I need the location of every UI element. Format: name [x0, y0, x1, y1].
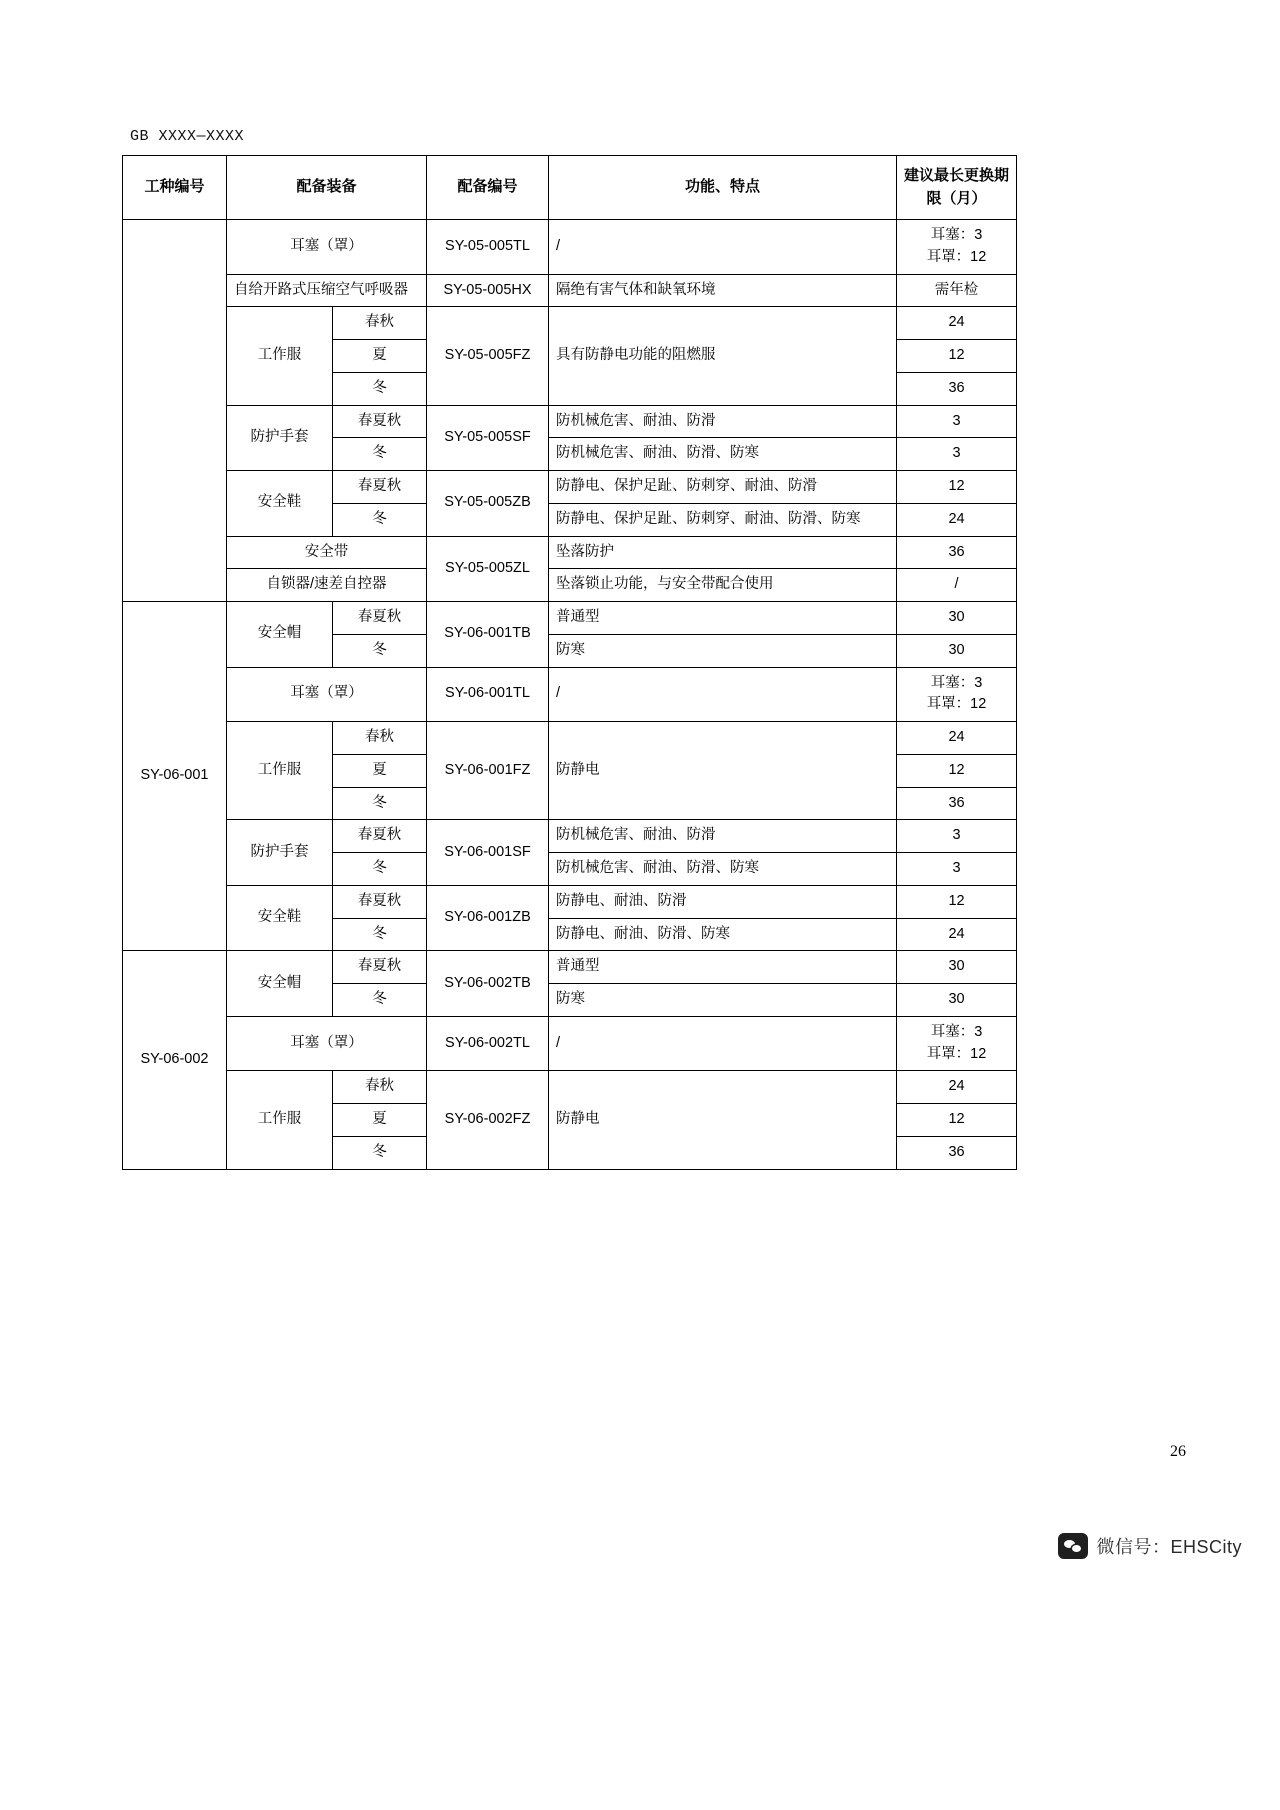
- function-text: 防机械危害、耐油、防滑、防寒: [549, 438, 897, 471]
- period-text: 24: [897, 503, 1017, 536]
- table-row: [123, 536, 1017, 569]
- equipment-code: SY-06-001ZB: [427, 885, 549, 951]
- function-text: 普通型: [549, 951, 897, 984]
- equipment-name: 自锁器/速差自控器: [227, 569, 427, 602]
- period-text: 12: [897, 1104, 1017, 1137]
- season-label: 冬: [333, 634, 427, 667]
- equipment-code: SY-05-005ZL: [427, 536, 549, 602]
- wechat-icon: [1058, 1533, 1088, 1559]
- header-function: 功能、特点: [549, 156, 897, 220]
- function-text: 坠落锁止功能，与安全带配合使用: [549, 569, 897, 602]
- season-label: 春夏秋: [333, 885, 427, 918]
- period-line-2: 耳罩：12: [926, 696, 987, 713]
- equipment-code: SY-06-001SF: [427, 820, 549, 886]
- period-text: 24: [897, 722, 1017, 755]
- function-text: 坠落防护: [549, 536, 897, 569]
- period-text: 24: [897, 307, 1017, 340]
- table-row: [123, 569, 1017, 602]
- season-label: 夏: [333, 1104, 427, 1137]
- watermark-text: 微信号：EHSCity: [1096, 1537, 1242, 1557]
- table-row: [123, 1071, 1017, 1104]
- season-label: 春夏秋: [333, 471, 427, 504]
- season-label: 春夏秋: [333, 951, 427, 984]
- period-text: 3: [897, 853, 1017, 886]
- season-label: 冬: [333, 853, 427, 886]
- function-text: 防静电、保护足趾、防刺穿、耐油、防滑、防寒: [549, 503, 897, 536]
- equipment-code: SY-06-002TB: [427, 951, 549, 1017]
- equipment-name: 防护手套: [227, 820, 333, 886]
- table-header-row: [123, 156, 1017, 220]
- function-text: 防机械危害、耐油、防滑: [549, 820, 897, 853]
- function-text: 防机械危害、耐油、防滑: [549, 405, 897, 438]
- period-text: 30: [897, 984, 1017, 1017]
- period-line-2: 耳罩：12: [926, 1045, 987, 1062]
- table-row: [123, 220, 1017, 275]
- function-text: 普通型: [549, 602, 897, 635]
- table-row: [123, 274, 1017, 307]
- table-row: [123, 602, 1017, 635]
- function-text: 防静电: [549, 1071, 897, 1169]
- period-text: 30: [897, 602, 1017, 635]
- table-row: [123, 820, 1017, 853]
- equipment-code: SY-05-005TL: [427, 220, 549, 275]
- equipment-name: 安全带: [227, 536, 427, 569]
- function-text: 防静电、耐油、防滑: [549, 885, 897, 918]
- equipment-code: SY-06-001TL: [427, 667, 549, 722]
- function-text: 防寒: [549, 634, 897, 667]
- season-label: 春夏秋: [333, 602, 427, 635]
- job-code-cell-group2: SY-06-001: [123, 602, 227, 951]
- equipment-name: 耳塞（罩）: [227, 220, 427, 275]
- period-text: 12: [897, 340, 1017, 373]
- period-text: 36: [897, 372, 1017, 405]
- period-text: 3: [897, 438, 1017, 471]
- period-text: 24: [897, 1071, 1017, 1104]
- season-label: 冬: [333, 787, 427, 820]
- period-text: 36: [897, 1136, 1017, 1169]
- period-text: 30: [897, 634, 1017, 667]
- season-label: 春秋: [333, 722, 427, 755]
- equipment-code: SY-05-005ZB: [427, 471, 549, 537]
- season-label: 夏: [333, 340, 427, 373]
- function-text: 防寒: [549, 984, 897, 1017]
- equipment-name: 安全鞋: [227, 471, 333, 537]
- season-label: 冬: [333, 918, 427, 951]
- period-text: 12: [897, 754, 1017, 787]
- equipment-name: 工作服: [227, 1071, 333, 1169]
- period-text: [897, 1016, 1017, 1071]
- period-text: 3: [897, 405, 1017, 438]
- season-label: 夏: [333, 754, 427, 787]
- season-label: 春秋: [333, 1071, 427, 1104]
- equipment-code: SY-06-002FZ: [427, 1071, 549, 1169]
- table-row: [123, 885, 1017, 918]
- function-text: /: [549, 220, 897, 275]
- period-line-1: 耳塞：3: [930, 674, 983, 691]
- page-number: 26: [1170, 1443, 1186, 1460]
- season-label: 冬: [333, 503, 427, 536]
- season-label: 冬: [333, 1136, 427, 1169]
- equipment-code: SY-06-001TB: [427, 602, 549, 668]
- function-text: 具有防静电功能的阻燃服: [549, 307, 897, 405]
- standard-code-header: GB XXXX—XXXX: [130, 128, 245, 145]
- equipment-name: 工作服: [227, 307, 333, 405]
- watermark: [1058, 1533, 1242, 1559]
- equipment-name: 安全鞋: [227, 885, 333, 951]
- period-text: 30: [897, 951, 1017, 984]
- table-row: [123, 951, 1017, 984]
- table-row: [123, 471, 1017, 504]
- equipment-name: 防护手套: [227, 405, 333, 471]
- table-row: [123, 722, 1017, 755]
- period-line-2: 耳罩：12: [926, 248, 987, 265]
- equipment-code: SY-05-005HX: [427, 274, 549, 307]
- function-text: 防静电: [549, 722, 897, 820]
- header-period: 建议最长更换期限（月）: [897, 156, 1017, 220]
- equipment-name: 安全帽: [227, 602, 333, 668]
- equipment-code: SY-06-002TL: [427, 1016, 549, 1071]
- table-row: [123, 307, 1017, 340]
- equipment-code: SY-06-001FZ: [427, 722, 549, 820]
- table-row: [123, 667, 1017, 722]
- equipment-code: SY-05-005FZ: [427, 307, 549, 405]
- period-text: 3: [897, 820, 1017, 853]
- equipment-name: 工作服: [227, 722, 333, 820]
- job-code-cell-group1: [123, 220, 227, 602]
- period-text: 36: [897, 536, 1017, 569]
- equipment-name: 安全帽: [227, 951, 333, 1017]
- job-code-cell-group3: SY-06-002: [123, 951, 227, 1169]
- period-text: 需年检: [897, 274, 1017, 307]
- function-text: /: [549, 1016, 897, 1071]
- equipment-name: 自给开路式压缩空气呼吸器: [227, 274, 427, 307]
- header-job-code: 工种编号: [123, 156, 227, 220]
- header-equip-code: 配备编号: [427, 156, 549, 220]
- equipment-name: 耳塞（罩）: [227, 1016, 427, 1071]
- period-text: [897, 667, 1017, 722]
- function-text: 隔绝有害气体和缺氧环境: [549, 274, 897, 307]
- season-label: 春夏秋: [333, 820, 427, 853]
- function-text: 防静电、保护足趾、防刺穿、耐油、防滑: [549, 471, 897, 504]
- period-line-1: 耳塞：3: [930, 1023, 983, 1040]
- period-text: 12: [897, 471, 1017, 504]
- function-text: 防静电、耐油、防滑、防寒: [549, 918, 897, 951]
- period-text: 36: [897, 787, 1017, 820]
- season-label: 春夏秋: [333, 405, 427, 438]
- season-label: 冬: [333, 372, 427, 405]
- period-text: 24: [897, 918, 1017, 951]
- equipment-name: 耳塞（罩）: [227, 667, 427, 722]
- period-text: /: [897, 569, 1017, 602]
- ppe-allocation-table: [122, 155, 1017, 1170]
- table-row: [123, 405, 1017, 438]
- season-label: 冬: [333, 984, 427, 1017]
- equipment-code: SY-05-005SF: [427, 405, 549, 471]
- table-row: [123, 1016, 1017, 1071]
- season-label: 冬: [333, 438, 427, 471]
- function-text: 防机械危害、耐油、防滑、防寒: [549, 853, 897, 886]
- season-label: 春秋: [333, 307, 427, 340]
- period-text: [897, 220, 1017, 275]
- period-line-1: 耳塞：3: [930, 227, 983, 243]
- function-text: /: [549, 667, 897, 722]
- period-text: 12: [897, 885, 1017, 918]
- header-equipment: 配备装备: [227, 156, 427, 220]
